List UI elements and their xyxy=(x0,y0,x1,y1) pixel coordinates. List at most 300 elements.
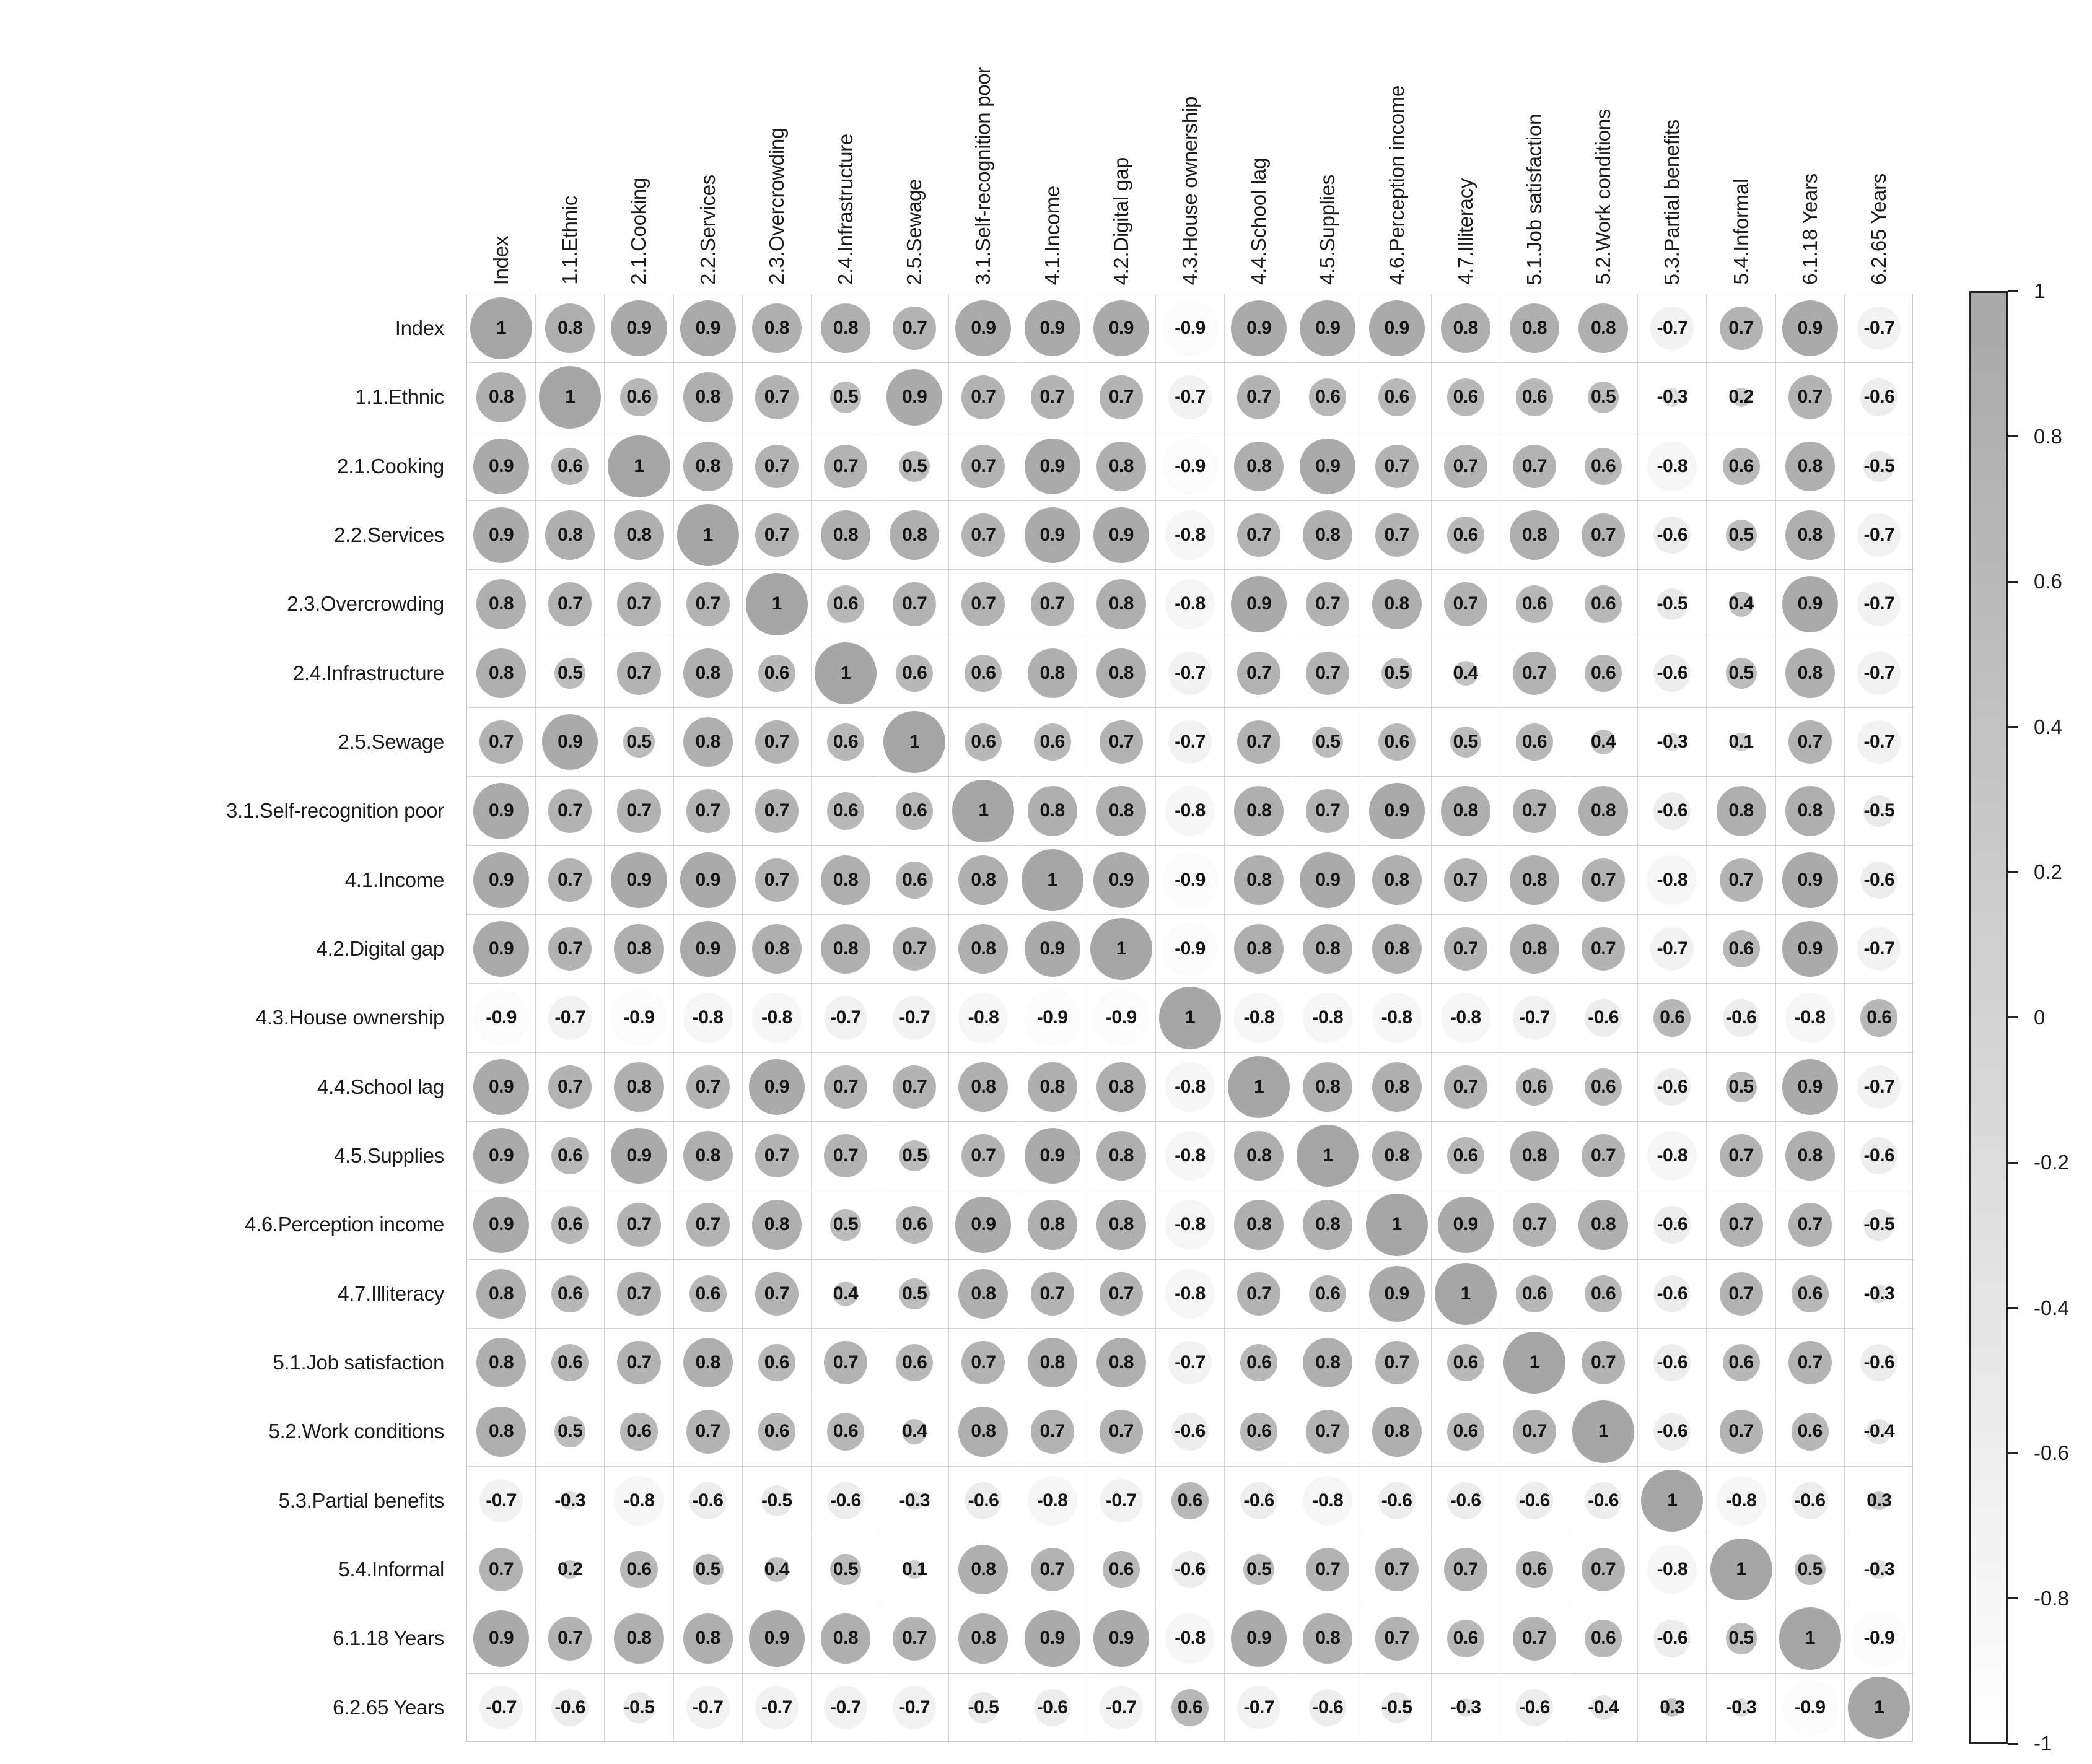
correlation-value-label: 0.6 xyxy=(902,869,927,890)
matrix-cell xyxy=(812,1122,880,1190)
matrix-cell xyxy=(880,570,949,639)
matrix-cell xyxy=(605,1260,673,1329)
column-header-text: Index xyxy=(489,235,513,285)
matrix-cell xyxy=(1432,1329,1500,1397)
matrix-cell xyxy=(1707,1535,1775,1604)
matrix-cell xyxy=(1845,1122,1914,1190)
matrix-cell xyxy=(880,1260,949,1329)
correlation-value-label: 0.6 xyxy=(1315,386,1341,408)
matrix-cell xyxy=(1776,1397,1845,1466)
matrix-cell xyxy=(467,777,536,845)
correlation-value-label: -0.7 xyxy=(486,1490,517,1511)
column-header-text: 5.2.Work conditions xyxy=(1591,109,1615,285)
correlation-value-label: 0.8 xyxy=(1246,455,1272,476)
matrix-cell xyxy=(743,639,812,708)
row-header-text: 5.1.Job satisfaction xyxy=(273,1351,444,1374)
correlation-value-label: 0.7 xyxy=(1591,525,1616,546)
correlation-value-label: 0.8 xyxy=(1039,662,1065,683)
column-header-label xyxy=(811,12,880,285)
matrix-cell xyxy=(1569,432,1638,501)
matrix-cell xyxy=(1087,432,1156,501)
matrix-cell xyxy=(1569,570,1638,639)
correlation-value-label: 0.8 xyxy=(1108,1145,1134,1166)
matrix-cell xyxy=(467,915,536,984)
matrix-cell xyxy=(1500,1397,1569,1466)
correlation-value-label: 0.8 xyxy=(1315,1352,1341,1373)
correlation-value-label: 0.8 xyxy=(1591,800,1616,821)
correlation-value-label: 0.9 xyxy=(1039,318,1065,339)
matrix-cell xyxy=(1638,1397,1707,1466)
matrix-cell xyxy=(1500,1329,1569,1397)
matrix-cell xyxy=(1707,777,1775,845)
matrix-cell xyxy=(743,915,812,984)
correlation-value-label: -0.5 xyxy=(623,1697,655,1718)
correlation-value-label: -0.6 xyxy=(1450,1490,1481,1511)
correlation-value-label: 0.7 xyxy=(1797,1214,1823,1235)
matrix-cell xyxy=(674,1535,743,1604)
correlation-value-label: 0.9 xyxy=(626,869,652,890)
matrix-cell xyxy=(605,1397,673,1466)
matrix-cell xyxy=(1087,570,1156,639)
column-header-text: 2.3.Overcrowding xyxy=(764,128,788,285)
correlation-value-label: 0.9 xyxy=(764,1076,789,1097)
correlation-value-label: -0.8 xyxy=(761,1007,792,1028)
correlation-value-label: 0.8 xyxy=(1797,662,1823,683)
correlation-value-label: 0.7 xyxy=(971,455,996,476)
correlation-value-label: 0.6 xyxy=(1591,593,1616,614)
correlation-value-label: -0.7 xyxy=(1243,1697,1275,1718)
matrix-cell xyxy=(812,1190,880,1259)
correlation-value-label: 0.8 xyxy=(833,318,859,339)
correlation-value-label: 0.6 xyxy=(1177,1490,1203,1511)
matrix-cell xyxy=(1776,1260,1845,1329)
correlation-value-label: 0.6 xyxy=(1591,1076,1616,1097)
correlation-value-label: -0.6 xyxy=(968,1490,999,1511)
matrix-cell xyxy=(743,570,812,639)
correlation-value-label: 0.8 xyxy=(971,1076,996,1097)
correlation-value-label: 0.8 xyxy=(1797,800,1823,821)
matrix-cell xyxy=(1707,846,1775,915)
colorbar-tick-label: 0 xyxy=(2034,1005,2046,1029)
correlation-value-label: -0.3 xyxy=(899,1490,930,1511)
correlation-value-label: 0.6 xyxy=(902,1214,927,1235)
correlation-value-label: -0.7 xyxy=(692,1697,724,1718)
matrix-cell xyxy=(1776,708,1845,777)
matrix-cell xyxy=(1500,432,1569,501)
correlation-value-label: 0.3 xyxy=(1660,1697,1685,1718)
row-header-label xyxy=(0,776,444,845)
correlation-value-label: 0.8 xyxy=(488,1421,514,1442)
correlation-value-label: 1 xyxy=(1667,1490,1678,1511)
correlation-value-label: 0.7 xyxy=(764,386,789,408)
column-header-label xyxy=(1706,12,1775,285)
matrix-cell xyxy=(880,1604,949,1673)
correlation-value-label: -0.7 xyxy=(1863,525,1895,546)
matrix-cell xyxy=(1362,1397,1431,1466)
row-header-label xyxy=(0,1466,444,1535)
row-header-label xyxy=(0,294,444,362)
column-header-text: 6.1.18 Years xyxy=(1798,173,1821,285)
matrix-cell xyxy=(743,1122,812,1190)
matrix-cell xyxy=(1293,846,1362,915)
matrix-cell xyxy=(1500,501,1569,570)
matrix-cell xyxy=(1569,1604,1638,1673)
correlation-value-label: 0.7 xyxy=(764,731,789,753)
correlation-value-label: 0.9 xyxy=(626,1145,652,1166)
correlation-value-label: 0.7 xyxy=(1591,1145,1616,1166)
correlation-value-label: 0.1 xyxy=(1728,731,1754,753)
matrix-cell xyxy=(1293,1535,1362,1604)
matrix-cell xyxy=(1638,570,1707,639)
correlation-value-label: 0.8 xyxy=(1797,525,1823,546)
correlation-value-label: 0.9 xyxy=(488,1145,514,1166)
colorbar-tick xyxy=(2008,726,2018,728)
matrix-cell xyxy=(1707,432,1775,501)
correlation-value-label: 0.5 xyxy=(833,1214,859,1235)
correlation-value-label: 0.6 xyxy=(1867,1007,1892,1028)
correlation-value-label: -0.8 xyxy=(1657,455,1688,476)
matrix-cell xyxy=(1293,501,1362,570)
correlation-value-label: 0.5 xyxy=(695,1559,720,1580)
row-header-label xyxy=(0,1535,444,1604)
matrix-cell xyxy=(949,363,1018,432)
correlation-value-label: 0.7 xyxy=(1246,386,1272,408)
matrix-cell xyxy=(1776,1674,1845,1742)
correlation-value-label: 0.9 xyxy=(1797,869,1823,890)
matrix-cell xyxy=(1156,1053,1225,1122)
correlation-value-label: -0.3 xyxy=(1450,1697,1481,1718)
matrix-cell xyxy=(812,1467,880,1535)
matrix-cell xyxy=(605,432,673,501)
matrix-cell xyxy=(1500,1467,1569,1535)
correlation-value-label: 0.6 xyxy=(1521,386,1547,408)
correlation-value-label: 0.9 xyxy=(1315,869,1341,890)
matrix-cell xyxy=(1569,1190,1638,1259)
matrix-cell xyxy=(467,1260,536,1329)
column-header-text: 5.1.Job satisfaction xyxy=(1522,113,1546,285)
matrix-cell xyxy=(1432,1604,1500,1673)
correlation-value-label: -0.6 xyxy=(1519,1490,1550,1511)
matrix-cell xyxy=(1018,1604,1087,1673)
correlation-value-label: -0.7 xyxy=(486,1697,517,1718)
matrix-cell xyxy=(1362,1604,1431,1673)
correlation-value-label: 0.8 xyxy=(1108,1352,1134,1373)
matrix-cell xyxy=(605,846,673,915)
matrix-cell xyxy=(949,1122,1018,1190)
matrix-cell xyxy=(674,432,743,501)
matrix-cell xyxy=(1018,915,1087,984)
correlation-value-label: 0.9 xyxy=(488,1076,514,1097)
correlation-value-label: 0.7 xyxy=(1453,938,1478,959)
matrix-cell xyxy=(1087,846,1156,915)
correlation-value-label: -0.8 xyxy=(1175,1628,1206,1649)
matrix-cell xyxy=(1156,1467,1225,1535)
correlation-value-label: -0.6 xyxy=(1794,1490,1826,1511)
correlation-value-label: 0.7 xyxy=(1728,1145,1754,1166)
matrix-cell xyxy=(1707,1329,1775,1397)
correlation-value-label: -0.8 xyxy=(1175,800,1206,821)
matrix-cell xyxy=(674,1260,743,1329)
matrix-cell xyxy=(674,639,743,708)
correlation-value-label: 0.7 xyxy=(764,869,789,890)
matrix-cell xyxy=(674,1190,743,1259)
correlation-value-label: 0.7 xyxy=(1315,593,1341,614)
matrix-cell xyxy=(1293,1260,1362,1329)
matrix-cell xyxy=(1569,915,1638,984)
matrix-cell xyxy=(1638,1122,1707,1190)
matrix-cell xyxy=(1018,1535,1087,1604)
colorbar-tick-label: 0.4 xyxy=(2034,715,2062,738)
correlation-value-label: -0.3 xyxy=(1657,731,1688,753)
correlation-value-label: 0.6 xyxy=(1591,662,1616,683)
correlation-value-label: -0.6 xyxy=(1588,1007,1619,1028)
matrix-cell xyxy=(1293,1190,1362,1259)
matrix-cell xyxy=(1500,1535,1569,1604)
correlation-value-label: 0.2 xyxy=(558,1559,583,1580)
matrix-cell xyxy=(674,777,743,845)
correlation-value-label: 0.7 xyxy=(902,1076,927,1097)
matrix-cell xyxy=(743,1329,812,1397)
matrix-cell xyxy=(1569,1053,1638,1122)
correlation-value-label: 0.5 xyxy=(1591,386,1616,408)
matrix-cell xyxy=(1500,1190,1569,1259)
matrix-cell xyxy=(1845,432,1914,501)
matrix-cell xyxy=(1569,1674,1638,1742)
matrix-cell xyxy=(1569,363,1638,432)
matrix-cell xyxy=(1638,777,1707,845)
correlation-value-label: 0.9 xyxy=(488,455,514,476)
matrix-cell xyxy=(1707,915,1775,984)
row-header-label xyxy=(0,432,444,500)
correlation-value-label: 0.6 xyxy=(1521,731,1547,753)
correlation-value-label: -0.9 xyxy=(1794,1697,1826,1718)
matrix-cell xyxy=(1707,501,1775,570)
correlation-value-label: 1 xyxy=(702,525,713,546)
matrix-cell xyxy=(1018,708,1087,777)
matrix-cell xyxy=(1638,1190,1707,1259)
matrix-cell xyxy=(536,1329,605,1397)
matrix-cell xyxy=(674,1674,743,1742)
correlation-value-label: -0.9 xyxy=(1175,318,1206,339)
column-header-text: 4.2.Digital gap xyxy=(1109,157,1132,285)
matrix-cell xyxy=(467,1329,536,1397)
matrix-cell xyxy=(1225,1535,1293,1604)
matrix-cell xyxy=(1776,1122,1845,1190)
correlation-value-label: -0.3 xyxy=(1863,1283,1895,1304)
matrix-cell xyxy=(743,777,812,845)
matrix-cell xyxy=(1225,984,1293,1052)
correlation-value-label: -0.8 xyxy=(1175,1145,1206,1166)
matrix-cell xyxy=(1018,432,1087,501)
correlation-value-label: 0.8 xyxy=(1108,1214,1134,1235)
correlation-value-label: -0.6 xyxy=(1657,1421,1688,1442)
matrix-cell xyxy=(1087,1467,1156,1535)
matrix-cell xyxy=(743,1260,812,1329)
matrix-cell xyxy=(1362,1122,1431,1190)
correlation-value-label: -0.7 xyxy=(1863,662,1895,683)
matrix-cell xyxy=(1845,1467,1914,1535)
matrix-cell xyxy=(467,708,536,777)
matrix-cell xyxy=(743,501,812,570)
correlation-value-label: 0.7 xyxy=(1108,1283,1134,1304)
correlation-value-label: 0.7 xyxy=(1384,455,1409,476)
matrix-cell xyxy=(1638,1535,1707,1604)
matrix-cell xyxy=(1707,984,1775,1052)
correlation-value-label: 1 xyxy=(1805,1628,1815,1649)
correlation-value-label: -0.7 xyxy=(1175,386,1206,408)
correlation-value-label: 0.8 xyxy=(1039,1214,1065,1235)
matrix-cell xyxy=(812,1053,880,1122)
correlation-value-label: 0.7 xyxy=(1521,1628,1547,1649)
correlation-value-label: 1 xyxy=(1460,1283,1471,1304)
correlation-value-label: -0.6 xyxy=(1863,386,1895,408)
correlation-value-label: 0.8 xyxy=(558,525,583,546)
correlation-value-label: 0.6 xyxy=(764,662,789,683)
correlation-value-label: 0.6 xyxy=(1521,1559,1547,1580)
correlation-value-label: 0.6 xyxy=(1728,1352,1754,1373)
matrix-cell xyxy=(743,708,812,777)
column-header-label xyxy=(1500,12,1569,285)
matrix-cell xyxy=(536,501,605,570)
matrix-cell xyxy=(1018,846,1087,915)
correlation-value-label: -0.7 xyxy=(1863,318,1895,339)
correlation-value-label: 0.8 xyxy=(695,731,720,753)
matrix-cell xyxy=(1225,1397,1293,1466)
correlation-value-label: 0.9 xyxy=(695,938,720,959)
matrix-cell xyxy=(605,1122,673,1190)
correlation-value-label: 0.7 xyxy=(1039,1283,1065,1304)
matrix-cell xyxy=(1776,639,1845,708)
matrix-cell xyxy=(1776,915,1845,984)
correlation-value-label: 0.7 xyxy=(1315,1559,1341,1580)
matrix-cell xyxy=(1225,1260,1293,1329)
correlation-value-label: 0.6 xyxy=(1797,1421,1823,1442)
matrix-cell xyxy=(674,294,743,363)
correlation-value-label: 0.7 xyxy=(1315,800,1341,821)
matrix-cell xyxy=(605,1467,673,1535)
column-header-label xyxy=(1844,12,1913,285)
matrix-cell xyxy=(880,363,949,432)
correlation-value-label: 0.8 xyxy=(1315,938,1341,959)
matrix-cell xyxy=(1362,846,1431,915)
matrix-cell xyxy=(949,1190,1018,1259)
matrix-cell xyxy=(1293,1604,1362,1673)
correlation-value-label: 0.8 xyxy=(626,1628,652,1649)
correlation-value-label: 0.8 xyxy=(626,525,652,546)
matrix-cell xyxy=(1638,501,1707,570)
correlation-value-label: 0.6 xyxy=(1591,455,1616,476)
row-header-text: Index xyxy=(395,317,444,340)
column-header-label xyxy=(1224,12,1293,285)
matrix-cell xyxy=(1432,1053,1500,1122)
matrix-cell xyxy=(1569,984,1638,1052)
correlation-value-label: 0.9 xyxy=(488,525,514,546)
column-header-label xyxy=(604,12,673,285)
matrix-cell xyxy=(1638,639,1707,708)
correlation-value-label: 0.6 xyxy=(1521,1283,1547,1304)
matrix-cell xyxy=(1225,1122,1293,1190)
matrix-cell xyxy=(1293,1674,1362,1742)
matrix-cell xyxy=(1225,777,1293,845)
matrix-cell xyxy=(949,639,1018,708)
correlation-value-label: 0.7 xyxy=(1384,525,1409,546)
matrix-cell xyxy=(1845,915,1914,984)
matrix-cell xyxy=(1776,777,1845,845)
correlation-value-label: 0.7 xyxy=(626,1214,652,1235)
matrix-cell xyxy=(1087,1260,1156,1329)
correlation-value-label: 0.7 xyxy=(1521,1214,1547,1235)
matrix-cell xyxy=(1500,846,1569,915)
correlation-value-label: 0.7 xyxy=(1039,1559,1065,1580)
correlation-value-label: 0.8 xyxy=(764,318,789,339)
correlation-value-label: 0.9 xyxy=(902,386,927,408)
correlation-value-label: 0.4 xyxy=(1728,593,1754,614)
matrix-cell xyxy=(1087,1535,1156,1604)
correlation-value-label: -0.6 xyxy=(1863,1352,1895,1373)
matrix-cell xyxy=(880,1190,949,1259)
matrix-cell xyxy=(1707,639,1775,708)
matrix-cell xyxy=(1225,708,1293,777)
correlation-value-label: 0.9 xyxy=(1108,1628,1134,1649)
colorbar-legend xyxy=(1969,279,2092,1755)
correlation-matrix-grid xyxy=(466,294,1913,1742)
correlation-value-label: 0.5 xyxy=(626,731,652,753)
matrix-cell xyxy=(1018,501,1087,570)
matrix-cell xyxy=(880,432,949,501)
matrix-cell xyxy=(1293,1053,1362,1122)
matrix-cell xyxy=(674,570,743,639)
matrix-cell xyxy=(605,984,673,1052)
correlation-value-label: 0.6 xyxy=(626,386,652,408)
matrix-cell xyxy=(1707,363,1775,432)
correlation-value-label: 0.7 xyxy=(1728,1421,1754,1442)
matrix-cell xyxy=(812,1674,880,1742)
correlation-value-label: 0.9 xyxy=(1453,1214,1478,1235)
matrix-cell xyxy=(743,1535,812,1604)
column-header-text: 5.3.Partial benefits xyxy=(1660,119,1684,285)
matrix-cell xyxy=(1293,570,1362,639)
correlation-value-label: 0.7 xyxy=(1384,1628,1409,1649)
matrix-cell xyxy=(949,846,1018,915)
correlation-value-label: 0.8 xyxy=(971,1421,996,1442)
matrix-cell xyxy=(1362,1190,1431,1259)
matrix-cell xyxy=(1293,1122,1362,1190)
correlation-value-label: -0.6 xyxy=(692,1490,724,1511)
correlation-value-label: -0.8 xyxy=(1657,869,1688,890)
correlation-value-label: 0.7 xyxy=(626,662,652,683)
correlation-value-label: 0.8 xyxy=(558,318,583,339)
matrix-cell xyxy=(1432,1674,1500,1742)
row-header-text: 5.2.Work conditions xyxy=(268,1420,444,1443)
matrix-cell xyxy=(1018,639,1087,708)
colorbar-tick-label: -0.4 xyxy=(2034,1296,2069,1319)
correlation-value-label: 0.6 xyxy=(1453,1352,1478,1373)
correlation-value-label: -0.6 xyxy=(1657,662,1688,683)
matrix-cell xyxy=(605,294,673,363)
column-header-text: 4.5.Supplies xyxy=(1316,174,1339,285)
matrix-cell xyxy=(949,1604,1018,1673)
correlation-value-label: 0.8 xyxy=(1591,1214,1616,1235)
matrix-cell xyxy=(536,1674,605,1742)
matrix-cell xyxy=(1362,708,1431,777)
correlation-value-label: 0.6 xyxy=(1177,1697,1203,1718)
correlation-value-label: 0.7 xyxy=(1039,386,1065,408)
matrix-cell xyxy=(467,501,536,570)
matrix-cell xyxy=(1156,1604,1225,1673)
matrix-cell xyxy=(467,1122,536,1190)
correlation-value-label: -0.7 xyxy=(1863,731,1895,753)
correlation-value-label: 0.4 xyxy=(833,1283,859,1304)
